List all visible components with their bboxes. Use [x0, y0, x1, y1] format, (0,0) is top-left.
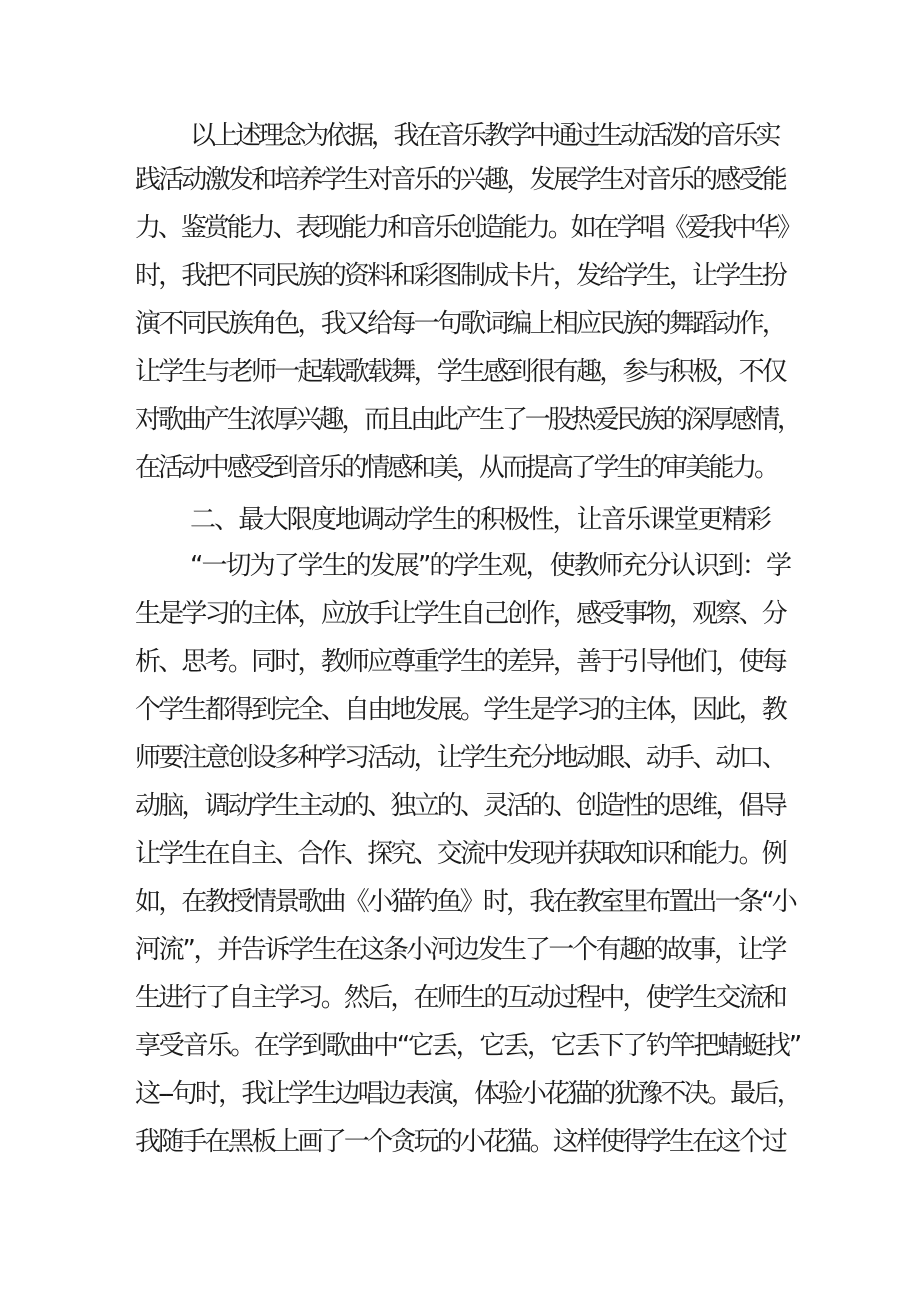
line-text: 师要注意创设多种学习活动，让学生充分地动眼、动手、动口、: [135, 743, 785, 773]
line-text: 动脑，调动学生主动的、独立的、灵活的、创造性的思维，倡导: [135, 791, 785, 821]
text-line: [0, 1074, 920, 1114]
text-line: [0, 546, 920, 586]
line-text: 生进行了自主学习。然后，在师生的互动过程中，使学生交流和: [135, 983, 785, 1013]
text-line: [0, 690, 920, 730]
line-text: 如，在教授情景歌曲《小猫钓鱼》时，我在教室里布置出一条“小: [135, 887, 795, 917]
line-text: “一切为了学生的发展”的学生观，使教师充分认识到：学: [190, 551, 790, 581]
text-line: [0, 400, 920, 440]
text-line: [0, 116, 920, 156]
line-text: 河流”，并告诉学生在这条小河边发生了一个有趣的故事，让学: [135, 935, 785, 965]
line-text: 这--句时，我让学生边唱边表演，体验小花猫的犹豫不决。最后，: [135, 1079, 800, 1109]
line-text: 让学生在自主、合作、探究、交流中发现并获取知识和能力。例: [135, 839, 785, 869]
line-text: 演不同民族角色，我又给每一句歌词编上相应民族的舞蹈动作，: [135, 309, 785, 339]
line-text: 在活动中感受到音乐的情感和美，从而提高了学生的审美能力。: [135, 453, 777, 483]
line-text: 析、思考。同时，教师应尊重学生的差异，善于引导他们，使每: [135, 647, 785, 677]
text-line: [0, 930, 920, 970]
line-text: 以上述理念为依据，我在音乐教学中通过生动活泼的音乐实: [190, 121, 778, 151]
text-line: [0, 352, 920, 392]
line-text: 让学生与老师一起载歌载舞，学生感到很有趣，参与积极，不仅: [135, 357, 785, 387]
text-line: [0, 738, 920, 778]
text-line: [0, 208, 920, 248]
text-line: [0, 1026, 920, 1066]
line-text: 对歌曲产生浓厚兴趣，而且由此产生了一股热爱民族的深厚感情，: [135, 405, 800, 435]
line-text: 个学生都得到完全、自由地发展。学生是学习的主体，因此，教: [135, 695, 785, 725]
text-line: [0, 594, 920, 634]
line-text: 时，我把不同民族的资料和彩图制成卡片，发给学生，让学生扮: [135, 261, 785, 291]
text-line: [0, 834, 920, 874]
line-text: 享受音乐。在学到歌曲中“它丢，它丢，它丢下了钓竿把蜻蜓找”: [135, 1031, 800, 1061]
text-line: [0, 304, 920, 344]
text-line: [0, 786, 920, 826]
line-text: 我随手在黑板上画了一个贪玩的小花猫。这样使得学生在这个过: [135, 1127, 785, 1157]
text-line: [0, 978, 920, 1018]
text-line: [0, 160, 920, 200]
text-line: [0, 500, 920, 540]
text-line: [0, 448, 920, 488]
line-text: 力、鉴赏能力、表现能力和音乐创造能力。如在学唱《爱我中华》: [135, 213, 800, 243]
text-line: [0, 1122, 920, 1162]
text-line: [0, 256, 920, 296]
line-text: 生是学习的主体，应放手让学生自己创作，感受事物，观察、分: [135, 599, 785, 629]
line-text: 践活动激发和培养学生对音乐的兴趣，发展学生对音乐的感受能: [135, 165, 785, 195]
text-line: [0, 882, 920, 922]
heading-text: 二、最大限度地调动学生的积极性，让音乐课堂更精彩: [190, 505, 770, 535]
text-line: [0, 642, 920, 682]
